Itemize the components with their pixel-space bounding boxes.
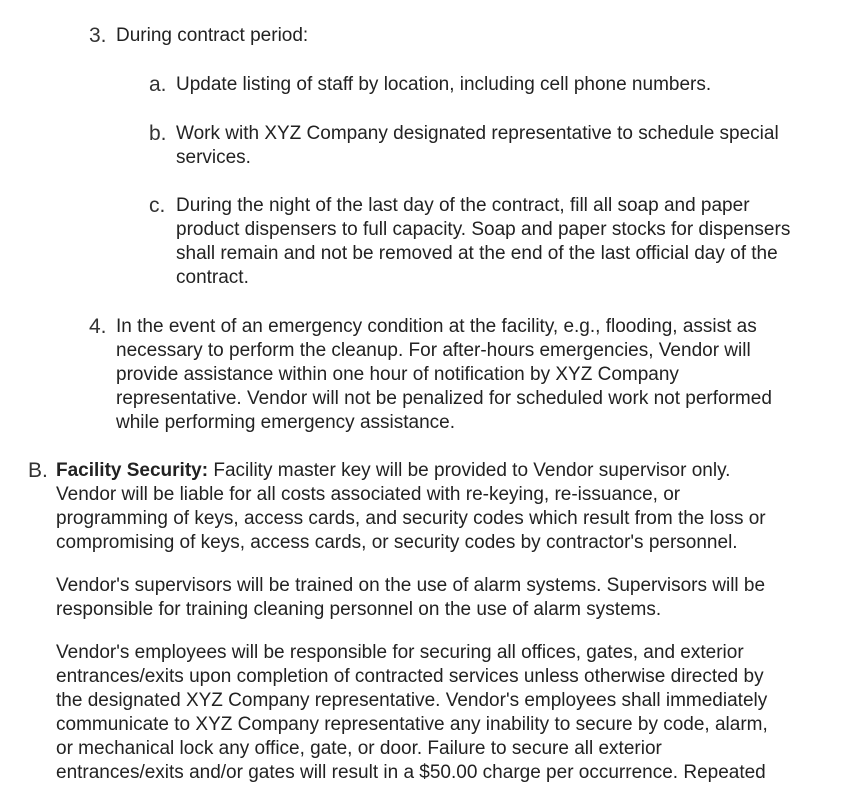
section-first-line bbox=[56, 459, 766, 483]
list-item-text: services. bbox=[176, 147, 251, 168]
list-item-text: while performing emergency assistance. bbox=[116, 412, 455, 433]
paragraph-text: entrances/exits upon completion of contracted services unless otherwise directed by bbox=[56, 666, 764, 687]
list-item-text: provide assistance within one hour of notification by XYZ Company bbox=[116, 364, 679, 385]
list-marker: b. bbox=[149, 122, 167, 145]
list-marker: 4. bbox=[89, 315, 107, 338]
list-item-text: representative. Vendor will not be penalized for scheduled work not performed bbox=[116, 388, 772, 409]
paragraph-text: Vendor's supervisors will be trained on the use of alarm systems. Supervisors will be bbox=[56, 575, 766, 596]
list-item-text: Update listing of staff by location, including cell phone numbers. bbox=[176, 74, 712, 95]
paragraph-text: responsible for training cleaning personnel on the use of alarm systems. bbox=[56, 599, 662, 620]
paragraph-text: programming of keys, access cards, and security codes which result from the loss or bbox=[56, 508, 766, 529]
paragraph-text: communicate to XYZ Company representative any inability to secure by code, alarm, bbox=[56, 714, 768, 735]
section-marker: B. bbox=[28, 459, 48, 482]
list-marker: 3. bbox=[89, 24, 107, 47]
list-marker: c. bbox=[149, 194, 166, 217]
list-item-text: In the event of an emergency condition at the facility, e.g., flooding, assist as bbox=[116, 316, 757, 337]
paragraph-text: Vendor will be liable for all costs associated with re-keying, re-issuance, or bbox=[56, 484, 681, 505]
paragraph-alarm-training bbox=[56, 574, 765, 622]
list-item-text: Work with XYZ Company designated representative to schedule special bbox=[176, 123, 779, 144]
list-item-text: contract. bbox=[176, 267, 249, 288]
paragraph-securing-offices bbox=[56, 641, 768, 785]
paragraph-text: entrances/exits and/or gates will result in a $50.00 charge per occurrence. Repeated bbox=[56, 762, 766, 783]
section-heading: Facility Security: bbox=[56, 460, 209, 481]
list-item-text: shall remain and not be removed at the end of the last official day of the bbox=[176, 243, 778, 264]
list-marker: a. bbox=[149, 73, 167, 96]
list-item-text: necessary to perform the cleanup. For after-hours emergencies, Vendor will bbox=[116, 340, 751, 361]
paragraph-text: the designated XYZ Company representative. Vendor's employees shall immediately bbox=[56, 690, 768, 711]
list-item-text: During the night of the last day of the contract, fill all soap and paper bbox=[176, 195, 750, 216]
paragraph-text: or mechanical lock any office, gate, or door. Failure to secure all exterior bbox=[56, 738, 662, 759]
paragraph-text: Facility master key will be provided to Vendor supervisor only. bbox=[213, 460, 731, 481]
list-item-text: During contract period: bbox=[116, 25, 309, 46]
paragraph-text: compromising of keys, access cards, or security codes by contractor's personnel. bbox=[56, 532, 738, 553]
paragraph-text: Vendor's employees will be responsible for securing all offices, gates, and exterior bbox=[56, 642, 744, 663]
list-item-text: product dispensers to full capacity. Soap and paper stocks for dispensers bbox=[176, 219, 791, 240]
